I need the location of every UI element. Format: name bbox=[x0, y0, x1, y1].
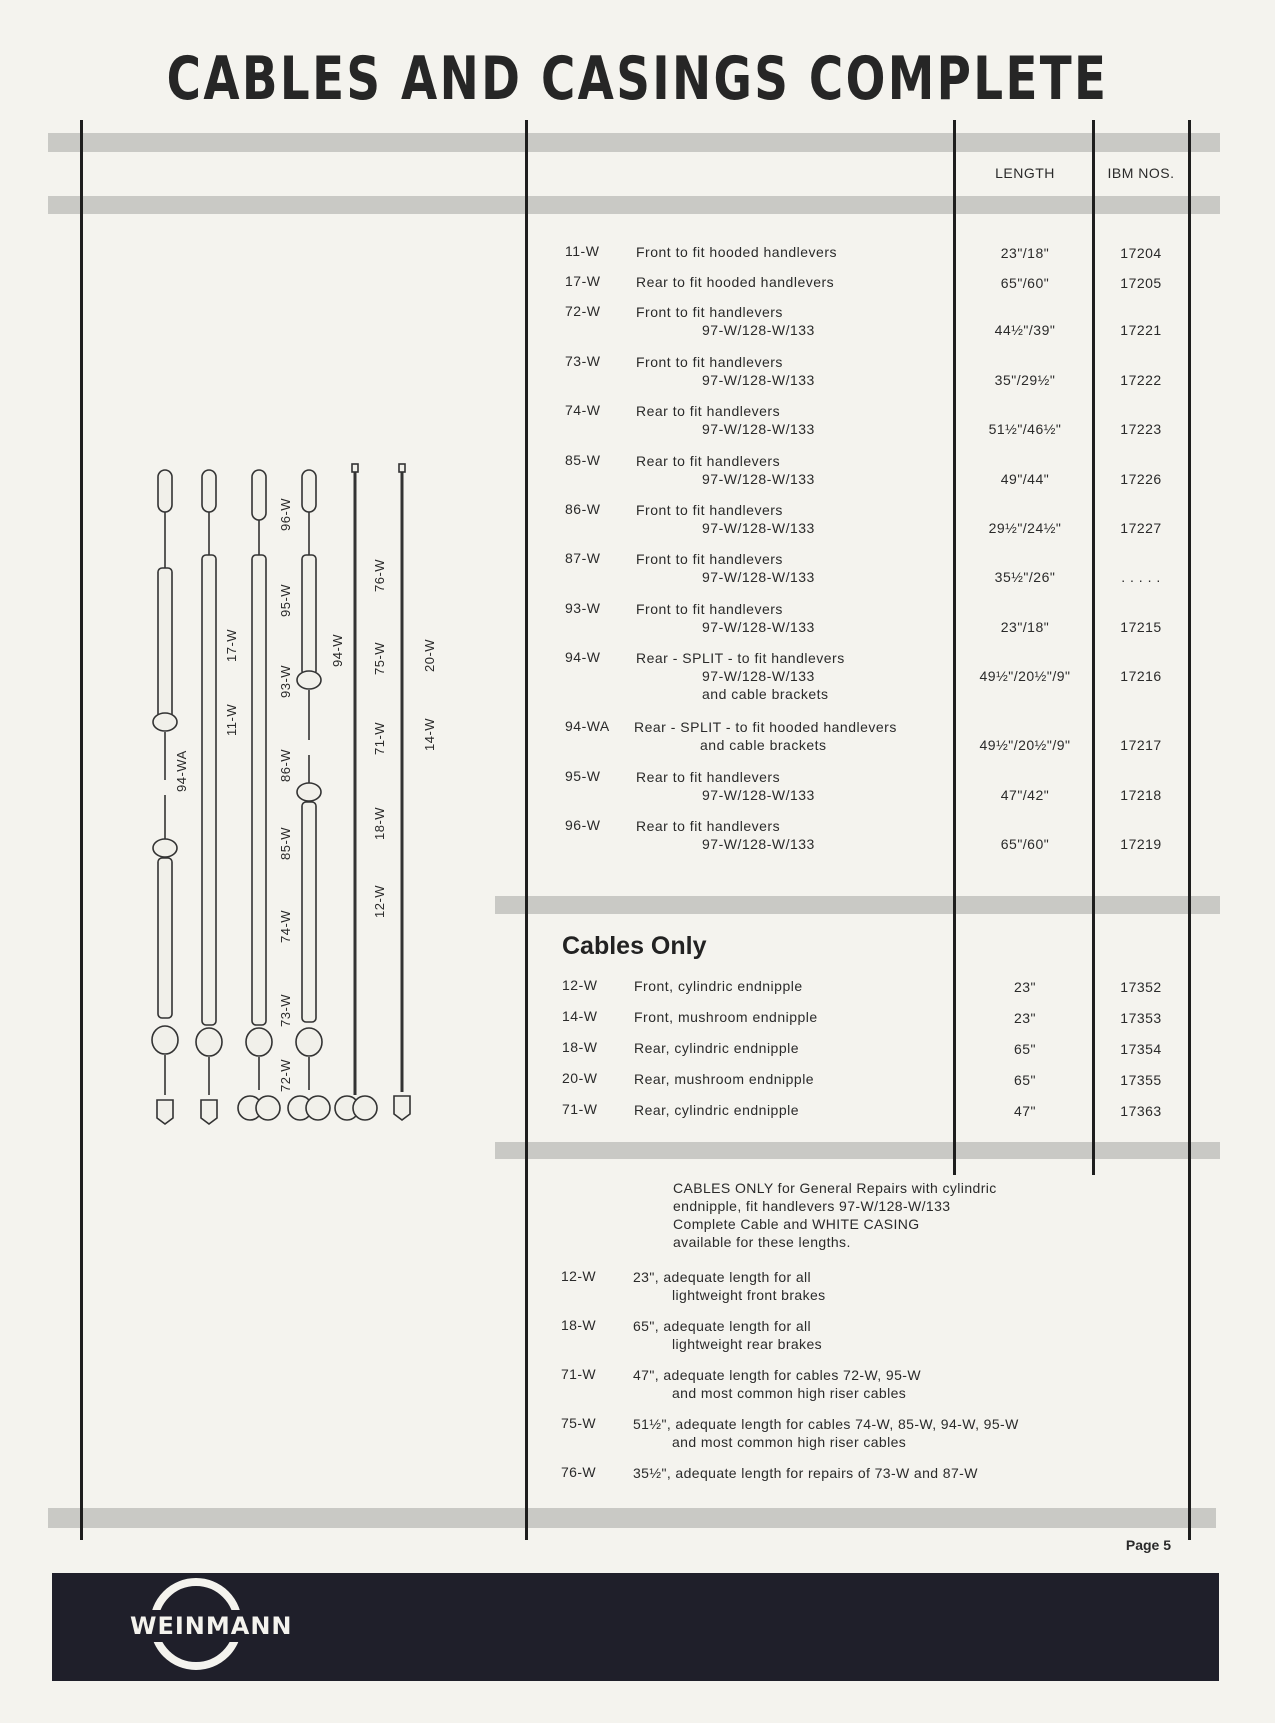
cable-label: 71-W bbox=[372, 721, 387, 755]
item-desc: 47", adequate length for cables 72-W, 95-W and most common high riser cables bbox=[633, 1367, 921, 1401]
item-ibm: 17205 bbox=[1120, 275, 1162, 291]
header-band-top bbox=[48, 133, 1220, 152]
item-length: 65" bbox=[1013, 1072, 1037, 1088]
right-rule bbox=[1188, 120, 1191, 1540]
casing bbox=[158, 568, 172, 718]
item-desc: Rear, cylindric endnipple bbox=[634, 1102, 800, 1118]
item-code: 76-W bbox=[561, 1464, 597, 1480]
end-nipple bbox=[201, 1100, 217, 1124]
ferrule bbox=[297, 783, 321, 801]
cable-label: 74-W bbox=[278, 909, 293, 943]
item-code: 94-WA bbox=[565, 718, 610, 734]
item-length: 23" bbox=[1013, 1010, 1037, 1026]
item-code: 72-W bbox=[565, 303, 601, 319]
item-length: 65"/60" bbox=[1000, 836, 1050, 852]
item-desc: Rear to fit handlevers 97-W/128-W/133 bbox=[636, 769, 815, 803]
ferrule bbox=[153, 839, 177, 857]
item-code: 18-W bbox=[561, 1317, 597, 1333]
item-length: 23"/18" bbox=[1000, 619, 1050, 635]
item-ibm: 17222 bbox=[1120, 372, 1162, 388]
item-desc: Front to fit handlevers 97-W/128-W/133 bbox=[636, 502, 815, 536]
cables-only-title: Cables Only bbox=[562, 932, 707, 960]
cable-label: 96-W bbox=[278, 497, 293, 531]
repairs-intro: CABLES ONLY for General Repairs with cylindric endnipple, fit handlevers 97-W/128-W/133 Complete Cable and WHITE CASING available for these lengths. bbox=[673, 1180, 997, 1250]
cable-label: 72-W bbox=[278, 1058, 293, 1092]
ferrule bbox=[153, 713, 177, 731]
section-band-cables-only bbox=[495, 896, 1220, 914]
item-code: 71-W bbox=[562, 1101, 598, 1117]
item-length: 65" bbox=[1013, 1041, 1037, 1057]
item-code: 18-W bbox=[562, 1039, 598, 1055]
item-code: 87-W bbox=[565, 550, 601, 566]
item-desc: Front to fit hooded handlevers bbox=[636, 244, 838, 260]
center-rule bbox=[525, 120, 528, 1540]
item-desc: Rear, mushroom endnipple bbox=[634, 1071, 815, 1087]
item-ibm: 17353 bbox=[1120, 1010, 1162, 1026]
cable-label: 86-W bbox=[278, 748, 293, 782]
ferrule bbox=[152, 1026, 178, 1054]
end-nipple bbox=[158, 470, 172, 512]
item-desc: Front, cylindric endnipple bbox=[634, 978, 803, 994]
item-code: 73-W bbox=[565, 353, 601, 369]
ferrule bbox=[196, 1028, 222, 1056]
cable-label: 73-W bbox=[278, 993, 293, 1027]
item-desc: Front to fit handlevers 97-W/128-W/133 bbox=[636, 304, 815, 338]
item-ibm: 17355 bbox=[1120, 1072, 1162, 1088]
item-ibm: 17215 bbox=[1120, 619, 1162, 635]
cable-label: 95-W bbox=[278, 583, 293, 617]
item-desc: 35½", adequate length for repairs of 73-W and 87-W bbox=[633, 1465, 978, 1481]
item-length: 51½"/46½" bbox=[988, 421, 1062, 437]
item-desc: Rear - SPLIT - to fit handlevers 97-W/128-W/133 and cable brackets bbox=[636, 650, 845, 702]
cable-label: 20-W bbox=[422, 638, 437, 672]
item-ibm: . . . . . bbox=[1121, 569, 1161, 585]
item-code: 20-W bbox=[562, 1070, 598, 1086]
casing bbox=[302, 802, 316, 1022]
item-code: 14-W bbox=[562, 1008, 598, 1024]
cable-label: 17-W bbox=[224, 628, 239, 662]
casing bbox=[158, 858, 172, 1018]
item-code: 86-W bbox=[565, 501, 601, 517]
item-length: 44½"/39" bbox=[994, 322, 1056, 338]
item-length: 35½"/26" bbox=[994, 569, 1056, 585]
cable-label: 18-W bbox=[372, 806, 387, 840]
item-length: 49½"/20½"/9" bbox=[979, 668, 1071, 684]
item-desc: 51½", adequate length for cables 74-W, 85-W, 94-W, 95-W and most common high riser cables bbox=[633, 1416, 1019, 1450]
item-ibm: 17204 bbox=[1120, 245, 1162, 261]
end-nipple bbox=[302, 470, 316, 512]
item-ibm: 17227 bbox=[1120, 520, 1162, 536]
item-length: 47"/42" bbox=[1000, 787, 1050, 803]
item-desc: Front to fit handlevers 97-W/128-W/133 bbox=[636, 354, 815, 388]
item-length: 65"/60" bbox=[1000, 275, 1050, 291]
item-code: 94-W bbox=[565, 649, 601, 665]
item-ibm: 17221 bbox=[1120, 322, 1162, 338]
ferrule bbox=[296, 1028, 322, 1056]
footer-band bbox=[48, 1508, 1216, 1528]
wire-tip bbox=[352, 464, 358, 472]
page-title: CABLES AND CASINGS COMPLETE bbox=[166, 44, 1109, 114]
cables-drawing bbox=[140, 460, 500, 1190]
item-code: 12-W bbox=[561, 1268, 597, 1284]
cylinder-nipple bbox=[306, 1096, 330, 1120]
left-rule bbox=[80, 120, 83, 1540]
cable-label: 76-W bbox=[372, 558, 387, 592]
item-code: 95-W bbox=[565, 768, 601, 784]
item-ibm: 17217 bbox=[1120, 737, 1162, 753]
wire-tip bbox=[399, 464, 405, 472]
end-nipple bbox=[157, 1100, 173, 1124]
item-ibm: 17226 bbox=[1120, 471, 1162, 487]
ibm-header: IBM NOS. bbox=[1107, 165, 1175, 181]
length-header: LENGTH bbox=[995, 165, 1055, 181]
cables-illustration bbox=[140, 460, 500, 1190]
item-desc: Rear to fit handlevers 97-W/128-W/133 bbox=[636, 818, 815, 852]
ferrule bbox=[297, 671, 321, 689]
cable-label: 94-W bbox=[330, 633, 345, 667]
item-desc: 65", adequate length for all lightweight rear brakes bbox=[633, 1318, 823, 1352]
item-code: 11-W bbox=[565, 243, 600, 259]
ferrule bbox=[246, 1028, 272, 1056]
item-length: 49½"/20½"/9" bbox=[979, 737, 1071, 753]
item-code: 75-W bbox=[561, 1415, 597, 1431]
cable-label: 11-W bbox=[224, 703, 239, 736]
item-length: 49"/44" bbox=[1000, 471, 1050, 487]
item-ibm: 17219 bbox=[1120, 836, 1162, 852]
item-code: 96-W bbox=[565, 817, 601, 833]
item-length: 23"/18" bbox=[1000, 245, 1050, 261]
cylinder-nipple bbox=[256, 1096, 280, 1120]
item-ibm: 17223 bbox=[1120, 421, 1162, 437]
item-code: 93-W bbox=[565, 600, 601, 616]
casing bbox=[302, 555, 316, 675]
section-band-repairs bbox=[495, 1142, 1220, 1159]
item-desc: Rear, cylindric endnipple bbox=[634, 1040, 800, 1056]
item-ibm: 17363 bbox=[1120, 1103, 1162, 1119]
cylinder-nipple bbox=[353, 1096, 377, 1120]
item-desc: Rear - SPLIT - to fit hooded handlevers and cable brackets bbox=[634, 719, 897, 753]
casing bbox=[252, 555, 266, 1025]
cable-label: 85-W bbox=[278, 826, 293, 860]
cable-label: 12-W bbox=[372, 884, 387, 918]
item-code: 85-W bbox=[565, 452, 601, 468]
item-ibm: 17352 bbox=[1120, 979, 1162, 995]
item-length: 23" bbox=[1013, 979, 1037, 995]
item-desc: Front to fit handlevers 97-W/128-W/133 bbox=[636, 551, 815, 585]
header-band-bottom bbox=[48, 196, 1220, 214]
item-length: 47" bbox=[1013, 1103, 1037, 1119]
item-desc: Rear to fit handlevers 97-W/128-W/133 bbox=[636, 453, 815, 487]
end-nipple bbox=[202, 470, 216, 512]
item-desc: Front, mushroom endnipple bbox=[634, 1009, 818, 1025]
item-code: 17-W bbox=[565, 273, 601, 289]
item-ibm: 17216 bbox=[1120, 668, 1162, 684]
item-code: 12-W bbox=[562, 977, 598, 993]
cable-label: 94-WA bbox=[174, 750, 189, 792]
item-ibm: 17218 bbox=[1120, 787, 1162, 803]
item-code: 74-W bbox=[565, 402, 601, 418]
item-desc: Front to fit handlevers 97-W/128-W/133 bbox=[636, 601, 815, 635]
item-ibm: 17354 bbox=[1120, 1041, 1162, 1057]
cable-label: 14-W bbox=[422, 717, 437, 751]
item-desc: Rear to fit hooded handlevers bbox=[636, 274, 835, 290]
item-length: 35"/29½" bbox=[994, 372, 1056, 388]
brand-logo: WEINMANN bbox=[124, 1610, 299, 1642]
casing bbox=[202, 555, 216, 1025]
cable-label: 75-W bbox=[372, 641, 387, 675]
cable-label: 93-W bbox=[278, 664, 293, 698]
end-nipple bbox=[394, 1096, 410, 1120]
item-length: 29½"/24½" bbox=[988, 520, 1062, 536]
page-number: Page 5 bbox=[1125, 1537, 1171, 1553]
item-desc: 23", adequate length for all lightweight front brakes bbox=[633, 1269, 826, 1303]
item-desc: Rear to fit handlevers 97-W/128-W/133 bbox=[636, 403, 815, 437]
end-nipple bbox=[252, 470, 266, 520]
item-code: 71-W bbox=[561, 1366, 597, 1382]
